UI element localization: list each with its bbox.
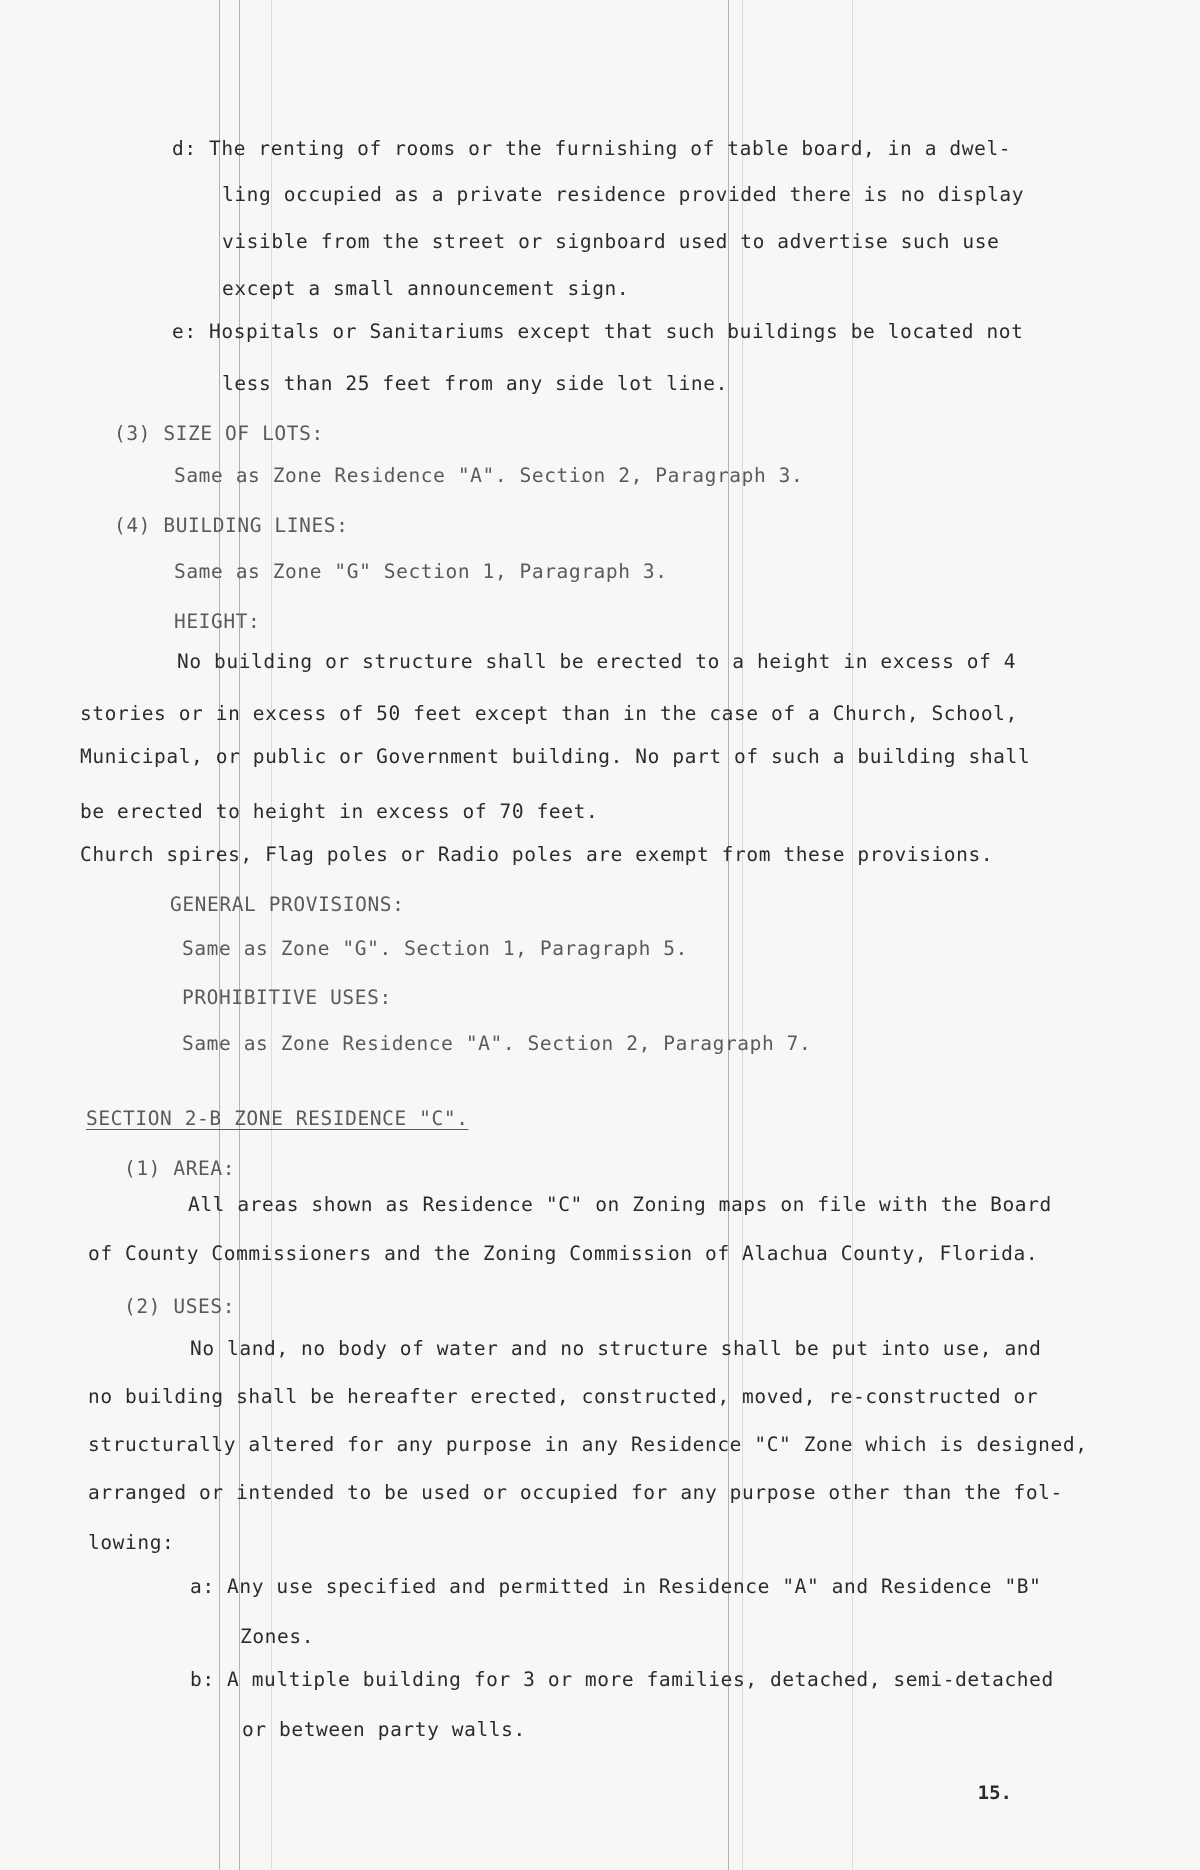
text-line: No land, no body of water and no structure shall be put into use, and [190,1337,1042,1360]
section-title: SECTION 2-B ZONE RESIDENCE "C". [86,1107,469,1130]
section-heading: GENERAL PROVISIONS: [170,893,405,916]
text-line: less than 25 feet from any side lot line. [222,372,728,395]
text-line: stories or in excess of 50 feet except than in the case of a Church, School, [80,702,1018,725]
text-line: lowing: [88,1531,175,1554]
text-line: d: The renting of rooms or the furnishing of table board, in a dwel- [172,137,1012,160]
text-line: except a small announcement sign. [222,277,630,300]
page-number: 15. [977,1782,1012,1804]
section-heading: (4) BUILDING LINES: [114,514,349,537]
section-heading: (3) SIZE OF LOTS: [114,422,324,445]
text-line: No building or structure shall be erected to a height in excess of 4 [177,650,1017,673]
text-line: a: Any use specified and permitted in Residence "A" and Residence "B" [190,1575,1042,1598]
text-line: Same as Zone Residence "A". Section 2, Paragraph 7. [182,1032,812,1055]
text-line: structurally altered for any purpose in any Residence "C" Zone which is designed, [88,1433,1088,1456]
text-line: Church spires, Flag poles or Radio poles are exempt from these provisions. [80,843,994,866]
text-line: of County Commissioners and the Zoning Commission of Alachua County, Florida. [88,1242,1039,1265]
text-line: b: A multiple building for 3 or more families, detached, semi-detached [190,1668,1054,1691]
text-line: no building shall be hereafter erected, constructed, moved, re-constructed or [88,1385,1039,1408]
text-line: All areas shown as Residence "C" on Zoning maps on file with the Board [188,1193,1052,1216]
text-line: Same as Zone "G" Section 1, Paragraph 3. [174,560,668,583]
section-heading: PROHIBITIVE USES: [182,986,392,1009]
text-line: be erected to height in excess of 70 feet. [80,800,599,823]
text-line: Same as Zone Residence "A". Section 2, Paragraph 3. [174,464,804,487]
text-line: e: Hospitals or Sanitariums except that such buildings be located not [172,320,1024,343]
text-line: visible from the street or signboard used to advertise such use [222,230,1000,253]
text-line: Same as Zone "G". Section 1, Paragraph 5. [182,937,688,960]
section-heading: (1) AREA: [124,1157,236,1180]
text-line: or between party walls. [242,1718,526,1741]
text-line: Zones. [240,1625,315,1648]
section-heading: HEIGHT: [174,610,261,633]
text-line: Municipal, or public or Government building. No part of such a building shall [80,745,1031,768]
section-heading: (2) USES: [124,1295,236,1318]
text-line: arranged or intended to be used or occupied for any purpose other than the fol- [88,1481,1063,1504]
text-line: ling occupied as a private residence provided there is no display [222,183,1025,206]
